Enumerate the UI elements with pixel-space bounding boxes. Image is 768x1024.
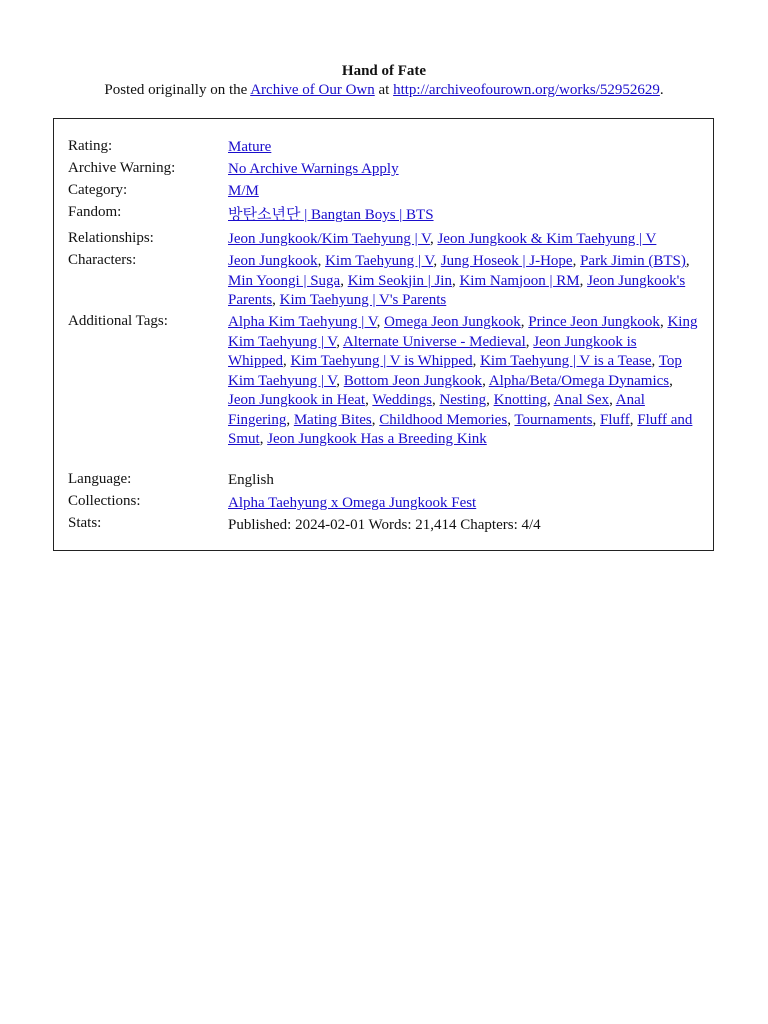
category-value — [228, 182, 698, 202]
relationships-label: Relationships: — [68, 230, 154, 246]
stats-value: Published: 2024-02-01 Words: 21,414 Chapters: 4/4 — [228, 517, 541, 533]
language-label: Language: — [68, 471, 132, 487]
character-tag[interactable]: Jeon Jungkook's Parents — [228, 272, 686, 308]
characters-value: Jeon Jungkook, Kim Taehyung | V, Jung Hoseok | J-Hope, Park Jimin (BTS), Min Yoongi | Suga, Kim Seokjin | Jin, Kim Namjoon | RM, Jeon Jungkook's Parents, Kim Taehyung | V's Parents — [228, 253, 690, 308]
freeform-tag[interactable]: Weddings — [372, 392, 432, 408]
freeform-tag[interactable]: Jeon Jungkook is Whipped — [228, 333, 637, 369]
stats-label: Stats: — [68, 515, 102, 531]
freeform-tag[interactable]: Kim Taehyung | V is Whipped — [290, 353, 473, 369]
posted-period: . — [659, 82, 664, 98]
archive-link[interactable]: Archive of Our Own — [250, 82, 375, 98]
characters-label: Characters: — [68, 252, 137, 268]
posted-line — [0, 81, 768, 100]
freeform-tag[interactable]: Jeon Jungkook in Heat — [228, 392, 366, 408]
collections-value — [228, 494, 698, 514]
freeform-tag[interactable]: Tournaments — [514, 411, 593, 428]
freeform-tag[interactable]: Prince Jeon Jungkook — [528, 314, 660, 330]
freeform-tag[interactable]: Fluff and Smut — [228, 411, 693, 447]
character-tag[interactable]: Jeon Jungkook — [228, 253, 318, 269]
posted-prefix: Posted originally on the — [104, 82, 251, 98]
character-tag[interactable]: Min Yoongi | Suga — [228, 272, 341, 289]
freeform-tag[interactable]: Anal Sex — [553, 392, 610, 408]
character-tag[interactable]: Jung Hoseok | J-Hope — [440, 253, 573, 269]
freeform-tag[interactable]: Top Kim Taehyung | V — [228, 353, 682, 389]
work-metadata-box — [53, 118, 714, 551]
freeform-tag[interactable]: Alternate Universe - Medieval — [342, 333, 526, 350]
freeform-tag[interactable]: Bottom Jeon Jungkook — [343, 372, 483, 389]
freeform-tag[interactable]: Alpha Kim Taehyung | V — [228, 314, 377, 330]
character-tag[interactable]: Kim Taehyung | V — [325, 253, 434, 269]
relationships-value: Jeon Jungkook/Kim Taehyung | V, Jeon Jungkook & Kim Taehyung | V — [228, 231, 657, 247]
rating-label: Rating: — [68, 138, 113, 154]
freeform-tag[interactable]: Anal Fingering — [228, 392, 645, 428]
posted-at: at — [374, 82, 394, 98]
freeform-tag[interactable]: Nesting — [439, 392, 487, 408]
freeform-tag[interactable]: Knotting — [493, 392, 547, 408]
freeform-tag[interactable]: King Kim Taehyung | V — [228, 314, 698, 350]
character-tag[interactable]: Kim Seokjin | Jin — [347, 272, 452, 289]
warning-value — [228, 160, 698, 180]
freeform-tag[interactable]: Omega Jeon Jungkook — [384, 314, 521, 330]
freeform-tag[interactable]: Mating Bites — [293, 411, 372, 428]
warning-tag[interactable]: No Archive Warnings Apply — [228, 161, 399, 177]
freeform-tag[interactable]: Kim Taehyung | V is a Tease — [480, 353, 652, 369]
collection-link[interactable]: Alpha Taehyung x Omega Jungkook Fest — [228, 495, 477, 511]
freeform-tag[interactable]: Alpha/Beta/Omega Dynamics — [488, 372, 670, 389]
character-tag[interactable]: Kim Namjoon | RM — [459, 272, 580, 289]
additional-tags-value: Alpha Kim Taehyung | V, Omega Jeon Jungkook, Prince Jeon Jungkook, King Kim Taehyung | V, Alternate Universe - Medieval, Jeon Jungkook is Whipped, Kim Taehyung | V is Whipped, Kim Taehyung | V is a Tease, Top Kim Taehyung | V, Bottom Jeon Jungkook, Alpha/Beta/Omega Dynamics, Jeon Jungkook in Heat, Weddings, Nesting, Knotting, Anal Sex, Anal Fingering, Mating Bites, Childhood Memories, Tournaments, Fluff, Fluff and Smut, Jeon Jungkook Has a Breeding Kink — [228, 314, 698, 447]
rating-value — [228, 138, 698, 158]
freeform-tag[interactable]: Fluff — [600, 411, 630, 428]
relationship-tag[interactable]: Jeon Jungkook/Kim Taehyung | V — [228, 231, 430, 247]
language-value: English — [228, 472, 274, 488]
category-tag[interactable]: M/M — [228, 183, 259, 199]
warning-label: Archive Warning: — [68, 160, 176, 176]
work-title: Hand of Fate — [341, 63, 427, 79]
freeform-tag[interactable]: Childhood Memories — [379, 411, 508, 428]
character-tag[interactable]: Kim Taehyung | V's Parents — [279, 292, 447, 308]
fandom-label: Fandom: — [68, 204, 122, 220]
freeform-tag[interactable]: Jeon Jungkook Has a Breeding Kink — [267, 431, 487, 447]
fandom-tag[interactable]: 방탄소년단 | Bangtan Boys | BTS — [228, 207, 434, 223]
rating-tag[interactable]: Mature — [228, 139, 272, 155]
work-header — [0, 62, 768, 100]
additional-tags-label: Additional Tags: — [68, 313, 168, 329]
collections-label: Collections: — [68, 493, 141, 509]
category-label: Category: — [68, 182, 128, 198]
work-url-link[interactable]: http://archiveofourown.org/works/52952629 — [393, 82, 660, 98]
character-tag[interactable]: Park Jimin (BTS) — [580, 253, 686, 269]
fandom-value — [228, 206, 698, 226]
relationship-tag[interactable]: Jeon Jungkook & Kim Taehyung | V — [437, 231, 657, 247]
